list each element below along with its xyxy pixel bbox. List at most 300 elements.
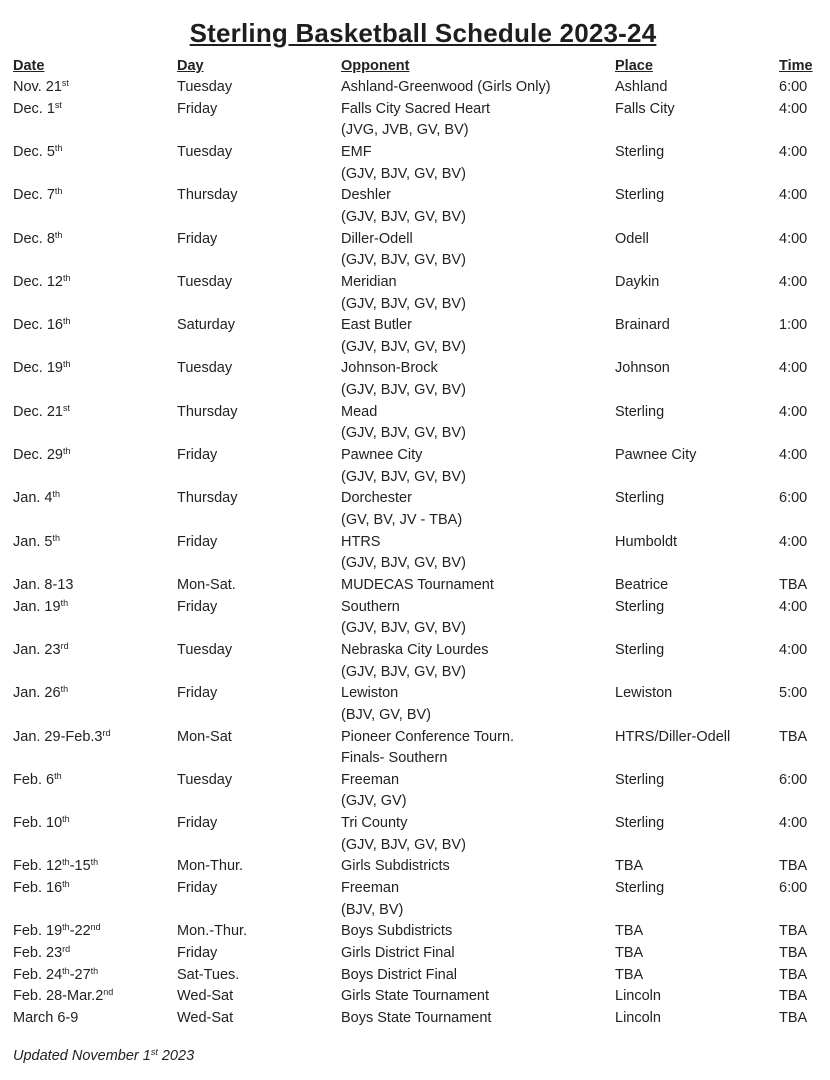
cell-date-date: Jan. 29-Feb.3	[13, 728, 103, 745]
cell-time	[779, 683, 807, 704]
cell-opponent	[341, 99, 490, 120]
table-row	[0, 142, 830, 163]
cell-opponent-opponent: Girls District Final	[341, 945, 455, 961]
cell-opponent-opponent: MUDECAS Tournament	[341, 576, 494, 593]
cell-date	[13, 986, 113, 1007]
cell-opponent	[341, 770, 399, 791]
cell-opponent-opponent: Boys State Tournament	[341, 1009, 492, 1026]
cell-place-place: TBA	[615, 966, 644, 983]
cell-opponent	[341, 705, 431, 726]
cell-place-place: Sterling	[615, 490, 665, 507]
cell-date-date-sup: th	[62, 879, 70, 890]
cell-opponent	[341, 943, 455, 964]
cell-day-day: Wed-Sat	[177, 1009, 234, 1026]
cell-date-date-sup: st	[61, 78, 69, 88]
cell-date-date: Nov. 21	[13, 79, 62, 95]
cell-place-place: TBA	[615, 858, 644, 875]
cell-opponent	[341, 337, 466, 358]
cell-opponent	[341, 618, 466, 639]
table-row	[0, 358, 830, 379]
cell-place-place: Ashland	[615, 79, 668, 95]
cell-opponent	[341, 315, 412, 336]
cell-opponent-opponent: Freeman	[341, 880, 400, 897]
cell-opponent	[341, 748, 447, 769]
cell-day-day: Tuesday	[177, 641, 233, 658]
cell-date-date-sup2: nd	[90, 922, 101, 933]
cell-opponent-opponent: (GJV, BJV, GV, BV)	[341, 425, 466, 442]
cell-opponent	[341, 185, 391, 206]
cell-day	[177, 943, 217, 964]
cell-time-time: TBA	[779, 1009, 808, 1026]
cell-opponent	[341, 965, 457, 986]
cell-opponent	[341, 553, 466, 574]
cell-opponent-opponent: Pawnee City	[341, 447, 423, 464]
cell-opponent-opponent: (GJV, BJV, GV, BV)	[341, 468, 466, 485]
cell-date	[13, 878, 70, 899]
cell-opponent-opponent: Mead	[341, 403, 378, 420]
cell-day-day: Friday	[177, 880, 218, 897]
table-row-continuation	[0, 337, 830, 358]
cell-opponent	[341, 856, 450, 877]
cell-date	[13, 727, 111, 748]
cell-date-date: Feb. 23	[13, 945, 63, 961]
cell-date-date: Feb. 19	[13, 923, 63, 940]
table-row-continuation	[0, 207, 830, 228]
table-row	[0, 185, 830, 206]
cell-opponent-opponent: (JVG, JVB, GV, BV)	[341, 122, 469, 139]
table-row-continuation	[0, 510, 830, 531]
cell-date-date: Dec. 21	[13, 403, 63, 420]
cell-opponent-opponent: (GJV, BJV, GV, BV)	[341, 295, 466, 312]
cell-time	[779, 77, 807, 98]
cell-time	[779, 402, 807, 423]
table-row-continuation	[0, 618, 830, 639]
cell-time	[779, 813, 807, 834]
cell-day-day: Mon-Sat.	[177, 576, 236, 593]
cell-date-date-sup: th	[62, 922, 70, 933]
cell-time	[779, 986, 807, 1007]
cell-date-date-mid: -27	[69, 966, 91, 983]
cell-date-date-sup: rd	[102, 727, 111, 738]
cell-date-date: Dec. 29	[13, 447, 63, 464]
cell-day	[177, 532, 217, 553]
cell-opponent-opponent: Boys Subdistricts	[341, 923, 453, 940]
cell-time	[779, 575, 807, 596]
table-row	[0, 878, 830, 899]
cell-date	[13, 315, 71, 336]
cell-opponent	[341, 207, 466, 228]
cell-day-day: Tuesday	[177, 360, 233, 377]
cell-date-date-sup: th	[62, 446, 71, 457]
cell-opponent	[341, 423, 466, 444]
cell-time-time: 4:00	[779, 447, 808, 464]
table-row	[0, 315, 830, 336]
cell-day	[177, 99, 217, 120]
header-day: Day	[177, 58, 204, 74]
table-row	[0, 445, 830, 466]
cell-place	[615, 185, 664, 206]
cell-time-time: TBA	[779, 858, 808, 875]
cell-place-place: Daykin	[615, 273, 660, 290]
cell-opponent-opponent: HTRS	[341, 533, 381, 550]
cell-date-date: Dec. 16	[13, 317, 63, 334]
cell-day	[177, 142, 232, 163]
table-row	[0, 986, 830, 1007]
cell-day-day: Friday	[177, 945, 218, 961]
cell-day	[177, 185, 237, 206]
cell-opponent-opponent: Boys District Final	[341, 966, 458, 983]
cell-date-date-sup: st	[54, 99, 62, 110]
cell-place	[615, 575, 668, 596]
cell-date-date: Jan. 23	[13, 641, 61, 658]
cell-date-date: Dec. 8	[13, 230, 55, 247]
table-header	[0, 56, 830, 77]
cell-time-time: 6:00	[779, 771, 808, 788]
table-row-continuation	[0, 164, 830, 185]
updated-note	[13, 1046, 194, 1067]
cell-day	[177, 229, 217, 250]
cell-date	[13, 402, 70, 423]
cell-place	[615, 99, 675, 120]
cell-opponent-opponent: Deshler	[341, 187, 391, 204]
cell-opponent-opponent: (GJV, BJV, GV, BV)	[341, 165, 466, 182]
cell-day	[177, 683, 217, 704]
cell-place	[615, 878, 664, 899]
cell-time-time: 6:00	[779, 79, 808, 95]
cell-place	[615, 986, 661, 1007]
cell-place	[615, 813, 664, 834]
table-row	[0, 229, 830, 250]
cell-date-date: Dec. 7	[13, 187, 55, 204]
cell-time	[779, 488, 807, 509]
cell-place-place: TBA	[615, 923, 644, 940]
cell-day	[177, 358, 232, 379]
page-title: Sterling Basketball Schedule 2023-24	[189, 18, 657, 48]
cell-date	[13, 185, 62, 206]
cell-place	[615, 532, 677, 553]
updated-text: Updated November 1	[13, 1048, 151, 1064]
cell-time-time: 4:00	[779, 815, 808, 832]
cell-date-date: Jan. 5	[13, 533, 53, 550]
cell-date	[13, 640, 69, 661]
cell-date	[13, 921, 101, 942]
cell-place	[615, 943, 643, 964]
table-row-continuation	[0, 835, 830, 856]
cell-date-date-sup: th	[54, 229, 63, 240]
cell-day-day: Friday	[177, 685, 218, 702]
cell-time-time: 4:00	[779, 273, 808, 290]
cell-place	[615, 315, 670, 336]
cell-opponent-opponent: Girls State Tournament	[341, 988, 490, 1005]
cell-opponent	[341, 445, 422, 466]
cell-date	[13, 358, 71, 379]
cell-date	[13, 77, 69, 98]
cell-opponent	[341, 900, 403, 921]
updated-year: 2023	[157, 1048, 195, 1064]
cell-date-date: Feb. 12	[13, 858, 63, 875]
cell-day	[177, 640, 232, 661]
table-row	[0, 402, 830, 423]
table-row	[0, 532, 830, 553]
cell-place-place: TBA	[615, 945, 644, 961]
cell-opponent	[341, 597, 400, 618]
cell-date-date-sup: th	[60, 684, 69, 695]
cell-opponent	[341, 142, 372, 163]
cell-time-time: 4:00	[779, 641, 808, 658]
cell-day	[177, 1008, 233, 1029]
table-row	[0, 1008, 830, 1029]
cell-place-place: Falls City	[615, 100, 675, 117]
table-row-continuation	[0, 791, 830, 812]
cell-place	[615, 597, 664, 618]
table-row	[0, 921, 830, 942]
cell-opponent-opponent: (GJV, BJV, GV, BV)	[341, 252, 466, 269]
cell-time-time: TBA	[779, 988, 808, 1005]
table-row-continuation	[0, 380, 830, 401]
cell-opponent-opponent: (GJV, BJV, GV, BV)	[341, 382, 466, 399]
cell-place	[615, 358, 670, 379]
cell-opponent-opponent: Lewiston	[341, 685, 399, 702]
cell-day	[177, 488, 237, 509]
cell-opponent	[341, 878, 399, 899]
cell-place	[615, 402, 664, 423]
cell-opponent-opponent: Dorchester	[341, 490, 412, 507]
cell-day	[177, 965, 239, 986]
cell-day-day: Saturday	[177, 317, 236, 334]
cell-opponent	[341, 835, 466, 856]
cell-date	[13, 965, 98, 986]
header-date: Date	[13, 58, 45, 74]
cell-opponent-opponent: East Butler	[341, 317, 412, 334]
table-row-continuation	[0, 423, 830, 444]
cell-date	[13, 532, 60, 553]
cell-date-date-sup: th	[62, 857, 70, 868]
cell-date-date-sup: rd	[62, 944, 71, 954]
table-row	[0, 272, 830, 293]
cell-place-place: Sterling	[615, 187, 665, 204]
cell-day-day: Friday	[177, 533, 218, 550]
cell-opponent-opponent: EMF	[341, 143, 372, 160]
cell-place-place: Johnson	[615, 360, 670, 377]
table-row-continuation	[0, 662, 830, 683]
cell-opponent-opponent: (BJV, GV, BV)	[341, 706, 431, 723]
cell-opponent-opponent: (GV, BV, JV - TBA)	[341, 512, 463, 528]
table-row-continuation	[0, 120, 830, 141]
cell-date-date-sup2: th	[90, 857, 99, 868]
cell-date-date-sup: th	[60, 597, 69, 608]
cell-time	[779, 99, 807, 120]
cell-time	[779, 229, 807, 250]
cell-day	[177, 856, 243, 877]
cell-opponent-opponent: (GJV, BJV, GV, BV)	[341, 620, 466, 637]
cell-opponent-opponent: (GJV, GV)	[341, 793, 407, 810]
cell-time-time: TBA	[779, 576, 808, 593]
cell-opponent	[341, 402, 377, 423]
cell-opponent-opponent: Pioneer Conference Tourn.	[341, 728, 515, 745]
cell-opponent	[341, 791, 407, 812]
table-row	[0, 597, 830, 618]
table-row-continuation	[0, 553, 830, 574]
updated-sup: st	[150, 1047, 158, 1057]
cell-place	[615, 965, 643, 986]
table-row	[0, 965, 830, 986]
cell-day-day: Tuesday	[177, 79, 233, 95]
cell-time	[779, 532, 807, 553]
cell-date-date: Feb. 10	[13, 815, 63, 832]
table-row	[0, 813, 830, 834]
cell-day	[177, 575, 236, 596]
table-row	[0, 575, 830, 596]
cell-place-place: Pawnee City	[615, 447, 697, 464]
cell-place-place: Odell	[615, 230, 649, 247]
cell-day-day: Tuesday	[177, 143, 233, 160]
cell-opponent-opponent: Southern	[341, 598, 400, 615]
cell-date-date: Feb. 24	[13, 966, 63, 983]
cell-day-day: Mon.-Thur.	[177, 923, 248, 940]
cell-opponent	[341, 358, 438, 379]
cell-time	[779, 921, 807, 942]
cell-place-place: Sterling	[615, 815, 665, 832]
cell-date-date: Dec. 5	[13, 143, 55, 160]
cell-opponent-opponent: Finals- Southern	[341, 750, 448, 767]
cell-opponent-opponent: (GJV, BJV, GV, BV)	[341, 208, 466, 225]
cell-time-time: 4:00	[779, 533, 808, 550]
cell-time-time: TBA	[779, 966, 808, 983]
cell-day	[177, 986, 233, 1007]
cell-time	[779, 597, 807, 618]
cell-day	[177, 813, 217, 834]
cell-place	[615, 488, 664, 509]
cell-place-place: Sterling	[615, 771, 665, 788]
cell-place-place: Sterling	[615, 880, 665, 897]
cell-place-place: Sterling	[615, 403, 665, 420]
table-row	[0, 640, 830, 661]
cell-opponent	[341, 1008, 491, 1029]
cell-time-time: 6:00	[779, 880, 808, 897]
table-row	[0, 943, 830, 964]
cell-day	[177, 770, 232, 791]
cell-day-day: Tuesday	[177, 273, 233, 290]
table-row	[0, 856, 830, 877]
cell-date-date-mid: -22	[69, 923, 91, 940]
cell-opponent	[341, 727, 514, 748]
cell-day-day: Tuesday	[177, 771, 233, 788]
cell-date	[13, 99, 62, 120]
cell-time-time: 4:00	[779, 100, 808, 117]
cell-opponent-opponent: Meridian	[341, 273, 397, 290]
table-row	[0, 683, 830, 704]
cell-opponent	[341, 640, 489, 661]
cell-date	[13, 445, 71, 466]
cell-date-date-sup: th	[52, 532, 61, 543]
cell-time-time: 4:00	[779, 598, 808, 615]
table-row-continuation	[0, 250, 830, 271]
cell-date-date-sup: th	[62, 965, 70, 976]
cell-place-place: Lincoln	[615, 1009, 661, 1026]
cell-day	[177, 402, 237, 423]
cell-opponent-opponent: Girls Subdistricts	[341, 858, 450, 875]
cell-time-time: 4:00	[779, 360, 808, 377]
table-row-continuation	[0, 748, 830, 769]
cell-opponent	[341, 532, 380, 553]
cell-time-time: 4:00	[779, 230, 808, 247]
cell-date	[13, 770, 62, 791]
cell-time-time: 4:00	[779, 187, 808, 204]
cell-date-date: March 6-9	[13, 1009, 79, 1026]
cell-time	[779, 142, 807, 163]
cell-opponent-opponent: (BJV, BV)	[341, 901, 404, 918]
table-row	[0, 770, 830, 791]
cell-opponent	[341, 380, 466, 401]
cell-date-date-sup: th	[52, 489, 61, 500]
cell-time-time: 6:00	[779, 490, 808, 507]
cell-date-date: Feb. 16	[13, 880, 63, 897]
cell-day	[177, 727, 232, 748]
cell-place	[615, 1008, 661, 1029]
cell-place-place: Sterling	[615, 143, 665, 160]
cell-time-time: 4:00	[779, 143, 808, 160]
cell-day	[177, 597, 217, 618]
table-row	[0, 99, 830, 120]
cell-date	[13, 488, 60, 509]
cell-opponent-opponent: Diller-Odell	[341, 230, 413, 247]
cell-place	[615, 921, 643, 942]
cell-opponent-opponent: Ashland-Greenwood (Girls Only)	[341, 79, 551, 95]
cell-time-time: 4:00	[779, 403, 808, 420]
cell-opponent-opponent: Falls City Sacred Heart	[341, 100, 491, 117]
cell-opponent	[341, 921, 452, 942]
cell-place-place: Beatrice	[615, 576, 669, 593]
cell-day-day: Mon-Sat	[177, 728, 232, 745]
cell-time-time: 1:00	[779, 317, 808, 334]
cell-day-day: Friday	[177, 447, 218, 464]
cell-place	[615, 229, 649, 250]
cell-day-day: Thursday	[177, 490, 238, 507]
table-row	[0, 727, 830, 748]
cell-day-day: Friday	[177, 598, 218, 615]
cell-day-day: Thursday	[177, 403, 238, 420]
cell-opponent	[341, 272, 397, 293]
cell-opponent	[341, 683, 398, 704]
cell-time	[779, 272, 807, 293]
cell-place	[615, 272, 659, 293]
cell-date	[13, 943, 70, 964]
cell-date	[13, 575, 73, 596]
table-row	[0, 77, 830, 98]
cell-day	[177, 921, 247, 942]
cell-day-day: Thursday	[177, 187, 238, 204]
cell-opponent	[341, 229, 413, 250]
cell-date-date: Dec. 1	[13, 100, 55, 117]
cell-opponent	[341, 813, 407, 834]
cell-date	[13, 856, 98, 877]
table-row-continuation	[0, 294, 830, 315]
cell-date-date-sup: th	[54, 186, 63, 197]
cell-date-date-sup: th	[62, 272, 71, 283]
cell-day-day: Friday	[177, 100, 218, 117]
cell-time	[779, 185, 807, 206]
cell-opponent-opponent: Nebraska City Lourdes	[341, 641, 489, 658]
cell-opponent-opponent: (GJV, BJV, GV, BV)	[341, 663, 466, 680]
cell-time	[779, 445, 807, 466]
cell-opponent	[341, 164, 466, 185]
cell-opponent	[341, 250, 466, 271]
cell-opponent	[341, 662, 466, 683]
cell-time	[779, 640, 807, 661]
cell-date	[13, 813, 70, 834]
cell-date-date: Feb. 28-Mar.2	[13, 988, 104, 1005]
cell-place-place: Humboldt	[615, 533, 678, 550]
